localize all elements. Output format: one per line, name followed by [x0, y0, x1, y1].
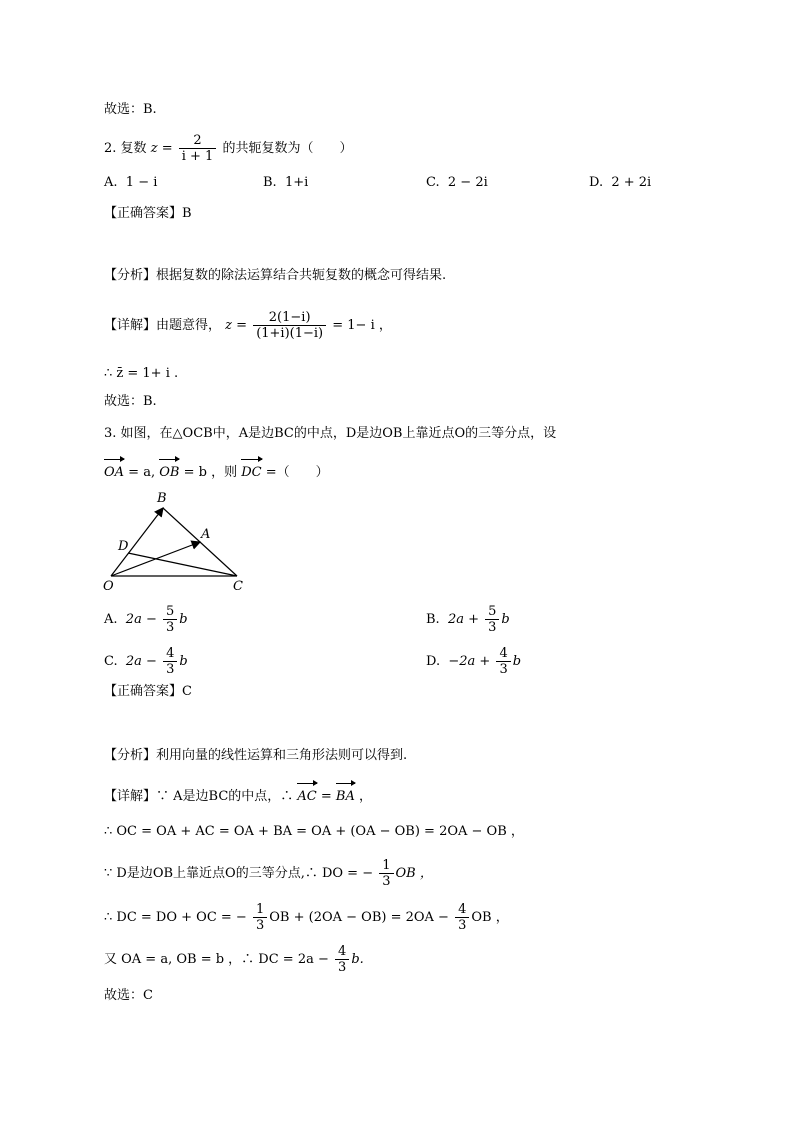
q3-stem-line1: 3. 如图，在△OCB中，A是边BC的中点，D是边OB上靠近点O的三等分点，设: [104, 426, 557, 441]
q2-option-c: C. 2 − 2i: [426, 175, 488, 190]
q2-eq: =: [157, 141, 177, 156]
q2-analysis: 【分析】根据复数的除法运算结合共轭复数的概念可得结果.: [104, 268, 447, 283]
q2-correct: 【正确答案】B: [104, 206, 192, 221]
q3-option-b: B. 2a + $\frac{5}{3}$ b: [426, 604, 510, 635]
q1-answer: 故选：B.: [104, 102, 157, 117]
q3-option-a: A. 2a − $\frac{5}{3}$ b: [104, 604, 188, 635]
q2-fraction: $\frac{2}{i + 1}$: [179, 133, 217, 164]
q2-z: z: [150, 141, 158, 156]
q3-detail-line2: ∴ OC = OA + AC = OA + BA = OA + (OA − OB) = 2OA − OB ，: [104, 824, 524, 839]
q3-option-d: D. −2a + $\frac{4}{3}$ b: [426, 646, 522, 677]
q2-option-b: B. 1+i: [263, 175, 309, 190]
triangle-figure: [95, 488, 265, 598]
q2-number: 2.: [104, 141, 117, 156]
q2-stem-suffix: 的共轭复数为（ ）: [222, 141, 353, 156]
q3-detail-line1: 【详解】∵ A是边BC的中点，∴ AC = BA ，: [104, 782, 372, 807]
q3-option-c: C. 2a − $\frac{4}{3}$ b: [104, 646, 188, 677]
label-c: C: [233, 579, 243, 594]
q3-detail-line3: ∵ D是边OB上靠近点O的三等分点,∴ DO = − $\frac{1}{3}$ OB ，: [104, 858, 433, 889]
q2-stem-prefix: 复数: [120, 141, 147, 156]
q2-detail: 【详解】由题意得， z = $\frac{2(1-i)}{(1+i)(1-i)}$ = 1− i ，: [104, 310, 392, 341]
q3-answer: 故选：C: [104, 988, 153, 1003]
q2-answer: 故选：B.: [104, 394, 157, 409]
q2-stem: [104, 133, 352, 164]
q3-detail-line5: 又 OA = a, OB = b ，∴ DC = 2a − $\frac{4}{3}$ b.: [104, 944, 364, 975]
label-o: O: [103, 579, 114, 594]
segment-dc: [128, 553, 237, 576]
label-d: D: [118, 539, 129, 554]
label-a: A: [201, 527, 211, 542]
q3-detail-line4: ∴ DC = DO + OC = − $\frac{1}{3}$ OB + (2OA − OB) = 2OA − $\frac{4}{3}$ OB ，: [104, 902, 509, 933]
q2-detail-fraction: $\frac{2(1-i)}{(1+i)(1-i)}$: [253, 310, 326, 341]
q3-correct: 【正确答案】C: [104, 684, 192, 699]
q2-option-a: A. 1 − i: [104, 175, 158, 190]
q2-option-d: D. 2 + 2i: [589, 175, 652, 190]
q3-stem-line2: OA = a, OB = b ，则 DC =（ ）: [104, 458, 329, 483]
q3-analysis: 【分析】利用向量的线性运算和三角形法则可以得到.: [104, 748, 408, 763]
label-b: B: [157, 491, 167, 506]
q2-conclusion: ∴ z̄ = 1+ i .: [104, 366, 179, 381]
